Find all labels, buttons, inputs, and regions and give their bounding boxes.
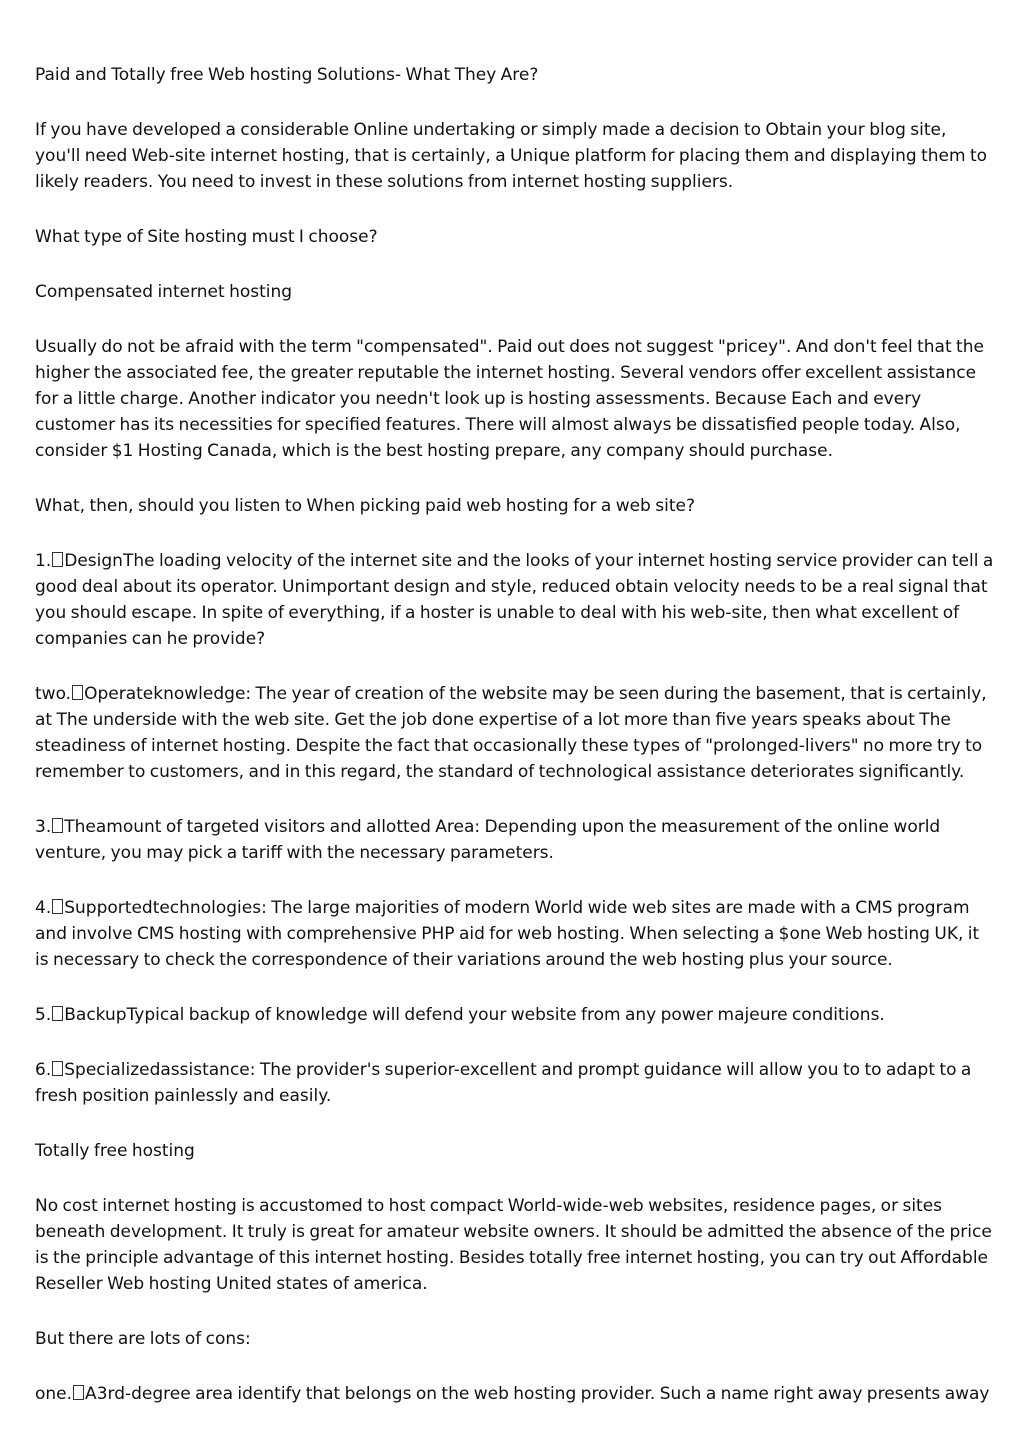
- section-heading-paid: Compensated internet hosting: [35, 282, 293, 302]
- list-number: 6.: [35, 1060, 52, 1080]
- missing-glyph-icon: [52, 1061, 63, 1076]
- criteria-question: What, then, should you listen to When picking paid web hosting for a web site?: [35, 496, 695, 516]
- missing-glyph-icon: [52, 1006, 63, 1021]
- list-number: one.: [35, 1384, 73, 1404]
- cons-list-item: [35, 1381, 995, 1407]
- list-item: [35, 548, 995, 652]
- list-number: 4.: [35, 898, 52, 918]
- missing-glyph-icon: [52, 818, 63, 833]
- cons-intro: But there are lots of cons:: [35, 1329, 251, 1349]
- list-item-text: technologies: The large majorities of modern World wide web sites are made with a CMS program and involve CMS hosting with comprehensive PHP aid for web hosting. When selecting a $one Web hosting UK, it is necessary to check the correspondence of their variations around the web hosting plus your source.: [35, 898, 980, 970]
- list-item: [35, 1057, 995, 1109]
- list-item-text: knowledge: The year of creation of the website may be seen during the basement, that is certainly, at The underside with the web site. Get the job done expertise of a lot more than five years speaks about The steadiness of internet hosting. Despite the fact that occasionally these types of "prolonged-livers" no more try to remember to customers, and in this regard, the standard of technological assistance deteriorates significantly.: [35, 684, 987, 782]
- list-number: 1.: [35, 551, 52, 571]
- paid-paragraph: Usually do not be afraid with the term "compensated". Paid out does not suggest "pricey". And don't feel that the higher the associated fee, the greater reputable the internet hosting. Several vendors offer excellent assistance for a little charge. Another indicator you needn't look up is hosting assessments. Because Each and every customer has its necessities for specified features. There will almost always be dissatisfied people today. Also, consider $1 Hosting Canada, which is the best hosting prepare, any company should purchase.: [35, 337, 984, 461]
- list-lead-word: Backup: [64, 1005, 127, 1025]
- list-item: [35, 681, 995, 785]
- document-body: [35, 62, 995, 1436]
- document-title: Paid and Totally free Web hosting Solutions- What They Are?: [35, 65, 539, 85]
- list-item-text: amount of targeted visitors and allotted Area: Depending upon the measurement of the online world venture, you may pick a tariff with the necessary parameters.: [35, 817, 941, 863]
- missing-glyph-icon: [52, 899, 63, 914]
- list-item-text: 3rd-degree area identify that belongs on the web hosting provider. Such a name right away presents away: [96, 1384, 990, 1404]
- question-heading: What type of Site hosting must I choose?: [35, 227, 378, 247]
- list-lead-word: The: [64, 817, 96, 837]
- list-item: [35, 1002, 995, 1028]
- list-lead-word: Design: [64, 551, 123, 571]
- list-item: [35, 895, 995, 973]
- list-lead-word: Supported: [64, 898, 153, 918]
- list-item-text: The loading velocity of the internet site and the looks of your internet hosting service provider can tell a good deal about its operator. Unimportant design and style, reduced obtain velocity needs to be a real signal that you should escape. In spite of everything, if a hoster is unable to deal with his web-site, then what excellent of companies can he provide?: [35, 551, 994, 649]
- section-heading-free: Totally free hosting: [35, 1141, 195, 1161]
- list-item-text: assistance: The provider's superior-excellent and prompt guidance will allow you to to adapt to a fresh position painlessly and easily.: [35, 1060, 972, 1106]
- list-number: two.: [35, 684, 72, 704]
- missing-glyph-icon: [73, 1385, 84, 1400]
- list-lead-word: Specialized: [64, 1060, 161, 1080]
- list-lead-word: Operate: [84, 684, 154, 704]
- list-lead-word: A: [85, 1384, 97, 1404]
- missing-glyph-icon: [52, 552, 63, 567]
- free-paragraph: No cost internet hosting is accustomed to host compact World-wide-web websites, residence pages, or sites beneath development. It truly is great for amateur website owners. It should be admitted the absence of the price is the principle advantage of this internet hosting. Besides totally free internet hosting, you can try out Affordable Reseller Web hosting United states of america.: [35, 1196, 992, 1294]
- list-item: [35, 814, 995, 866]
- missing-glyph-icon: [72, 685, 83, 700]
- list-item-text: Typical backup of knowledge will defend your website from any power majeure conditions.: [126, 1005, 885, 1025]
- intro-paragraph: If you have developed a considerable Online undertaking or simply made a decision to Obtain your blog site, you'll need Web-site internet hosting, that is certainly, a Unique platform for placing them and displaying them to likely readers. You need to invest in these solutions from internet hosting suppliers.: [35, 120, 988, 192]
- list-number: 3.: [35, 817, 52, 837]
- list-number: 5.: [35, 1005, 52, 1025]
